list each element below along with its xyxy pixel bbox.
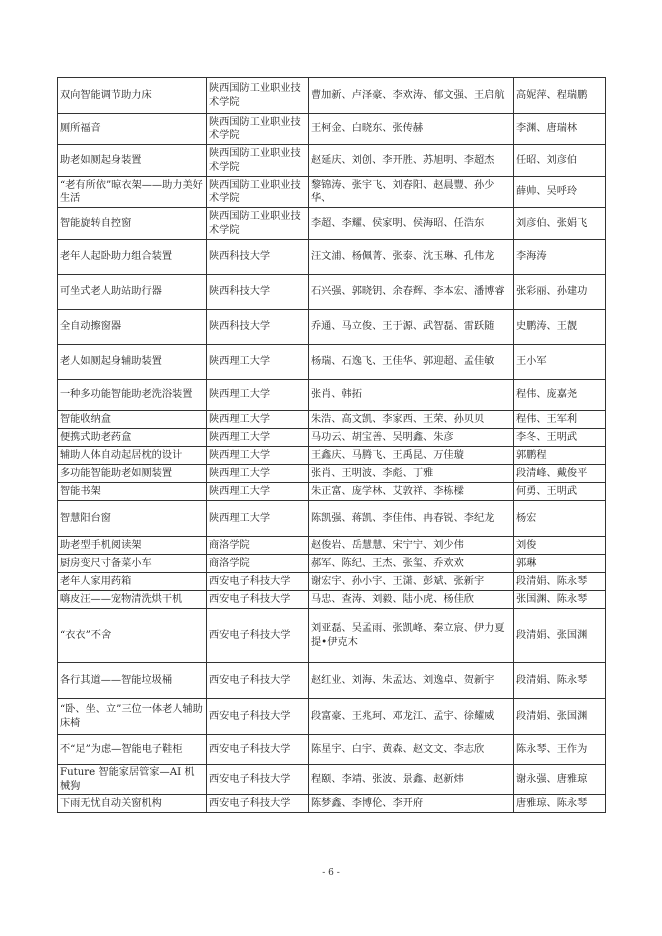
advisors-cell: 刘彦伯、张娟飞	[514, 208, 606, 240]
table-row	[58, 240, 606, 275]
table-row	[58, 429, 606, 447]
project-name-cell: 智能收纳盒	[58, 411, 207, 429]
school-cell: 陕西科技大学	[207, 310, 309, 345]
project-name-cell: 智慧阳台窗	[58, 501, 207, 537]
school-cell: 陕西国防工业职业技术学院	[207, 78, 309, 114]
members-cell: 赵延庆、刘创、李开胜、苏旭明、李超杰	[309, 145, 514, 177]
school-cell: 陕西科技大学	[207, 240, 309, 275]
advisors-cell: 郭鹏程	[514, 447, 606, 465]
school-cell: 西安电子科技大学	[207, 663, 309, 699]
members-cell: 朱浩、高文凯、李家西、王荣、孙贝贝	[309, 411, 514, 429]
advisors-cell: 高妮萍、程瑞鹏	[514, 78, 606, 114]
members-cell: 李超、李耀、侯家明、侯海昭、任浩东	[309, 208, 514, 240]
project-name-cell: 智能旋转自控窗	[58, 208, 207, 240]
advisors-cell: 刘俊	[514, 537, 606, 555]
school-cell: 商洛学院	[207, 537, 309, 555]
advisors-cell: 史鹏涛、王靓	[514, 310, 606, 345]
table-row	[58, 177, 606, 208]
school-cell: 陕西理工大学	[207, 380, 309, 411]
advisors-cell: 薛帅、吴呼玲	[514, 177, 606, 208]
project-name-cell: 厕所福音	[58, 114, 207, 145]
school-cell: 西安电子科技大学	[207, 591, 309, 609]
advisors-cell: 李渊、唐瑞林	[514, 114, 606, 145]
project-name-cell: Future 智能家居管家—AI 机械狗	[58, 765, 207, 795]
project-name-cell: 全自动擦窗器	[58, 310, 207, 345]
members-cell: 赵红业、刘海、朱孟达、刘逸卓、贺新宇	[309, 663, 514, 699]
school-cell: 陕西理工大学	[207, 465, 309, 483]
members-cell: 石兴强、郭晓钥、余春辉、李本宏、潘博睿	[309, 275, 514, 310]
members-cell: 张肖、韩拓	[309, 380, 514, 411]
members-cell: 王鑫庆、马腾飞、王禹昆、万佳璇	[309, 447, 514, 465]
table-row	[58, 537, 606, 555]
advisors-cell: 李冬、王明武	[514, 429, 606, 447]
table-row	[58, 114, 606, 145]
project-name-cell: “衣衣”不舍	[58, 609, 207, 663]
advisors-cell: 郭琳	[514, 555, 606, 573]
members-cell: 程颐、李靖、张波、景鑫、赵新炜	[309, 765, 514, 795]
members-cell: 王柯金、白晓东、张传赫	[309, 114, 514, 145]
members-cell: 谢宏宇、孙小宇、王潇、彭斌、张新宇	[309, 573, 514, 591]
school-cell: 西安电子科技大学	[207, 699, 309, 735]
school-cell: 陕西理工大学	[207, 447, 309, 465]
project-name-cell: 便携式助老药盒	[58, 429, 207, 447]
table-row	[58, 447, 606, 465]
advisors-cell: 杨宏	[514, 501, 606, 537]
school-cell: 陕西科技大学	[207, 275, 309, 310]
table-row	[58, 465, 606, 483]
advisors-cell: 张彩丽、孙建功	[514, 275, 606, 310]
project-name-cell: 助老型手机阅读架	[58, 537, 207, 555]
advisors-cell: 任昭、刘彦伯	[514, 145, 606, 177]
project-name-cell: 一种多功能智能助老洗浴装置	[58, 380, 207, 411]
members-cell: 马忠、查涛、刘毅、陆小虎、杨佳欣	[309, 591, 514, 609]
school-cell: 陕西理工大学	[207, 429, 309, 447]
project-name-cell: 各行其道——智能垃圾桶	[58, 663, 207, 699]
advisors-cell: 谢永强、唐雅琼	[514, 765, 606, 795]
table-row	[58, 208, 606, 240]
project-name-cell: “老有所依”晾衣架——助力美好生活	[58, 177, 207, 208]
advisors-cell: 何勇、王明武	[514, 483, 606, 501]
project-name-cell: 嗨皮汪——宠物清洗烘干机	[58, 591, 207, 609]
project-name-cell: 下雨无忧自动关窗机构	[58, 795, 207, 813]
table-row	[58, 609, 606, 663]
advisors-cell: 段清娟、陈永琴	[514, 573, 606, 591]
table-row	[58, 573, 606, 591]
members-cell: 汪文浦、杨佩菁、张泰、沈玉琳、孔伟龙	[309, 240, 514, 275]
members-cell: 曹加新、卢泽豪、李欢涛、郁文强、王启航	[309, 78, 514, 114]
advisors-cell: 段清娟、张国渊	[514, 609, 606, 663]
members-cell: 张肖、王明波、李彪、丁雅	[309, 465, 514, 483]
project-name-cell: 可坐式老人助站助行器	[58, 275, 207, 310]
table-row	[58, 78, 606, 114]
table-row	[58, 735, 606, 765]
school-cell: 陕西理工大学	[207, 345, 309, 380]
project-name-cell: 双向智能调节助力床	[58, 78, 207, 114]
project-name-cell: 老人如厕起身辅助装置	[58, 345, 207, 380]
project-name-cell: 智能书架	[58, 483, 207, 501]
table-row	[58, 483, 606, 501]
members-cell: 杨瑞、石逸飞、王佳华、郭迎超、孟佳敏	[309, 345, 514, 380]
table-row	[58, 380, 606, 411]
members-cell: 朱正富、庞学林、艾敦祥、李栋樑	[309, 483, 514, 501]
awards-table	[57, 77, 606, 813]
school-cell: 西安电子科技大学	[207, 795, 309, 813]
project-name-cell: “卧、坐、立”三位一体老人辅助床椅	[58, 699, 207, 735]
advisors-cell: 段清娟、陈永琴	[514, 663, 606, 699]
table-row	[58, 663, 606, 699]
members-cell: 陈梦鑫、李博伦、李开府	[309, 795, 514, 813]
members-cell: 段富豪、王兆珂、邓龙江、孟宇、徐耀威	[309, 699, 514, 735]
members-cell: 陈凯强、蒋凯、李佳伟、冉春锐、李纪龙	[309, 501, 514, 537]
advisors-cell: 段清娟、张国渊	[514, 699, 606, 735]
advisors-cell: 张国渊、陈永琴	[514, 591, 606, 609]
members-cell: 马功云、胡宝善、吴明鑫、朱彦	[309, 429, 514, 447]
members-cell: 赵俊岩、岳慧慧、宋宁宁、刘少伟	[309, 537, 514, 555]
project-name-cell: 辅助人体自动起居枕的设计	[58, 447, 207, 465]
members-cell: 郝军、陈纪、王杰、张玺、乔欢欢	[309, 555, 514, 573]
project-name-cell: 助老如厕起身装置	[58, 145, 207, 177]
advisors-cell: 程伟、庞嘉尧	[514, 380, 606, 411]
school-cell: 陕西国防工业职业技术学院	[207, 208, 309, 240]
school-cell: 陕西国防工业职业技术学院	[207, 177, 309, 208]
school-cell: 陕西理工大学	[207, 483, 309, 501]
table-row	[58, 591, 606, 609]
members-cell: 陈星宇、白宇、黄森、赵文文、李志欣	[309, 735, 514, 765]
project-name-cell: 多功能智能助老如厕装置	[58, 465, 207, 483]
school-cell: 西安电子科技大学	[207, 765, 309, 795]
project-name-cell: 不“足”为虑—智能电子鞋柜	[58, 735, 207, 765]
table-row	[58, 310, 606, 345]
advisors-cell: 唐雅琼、陈永琴	[514, 795, 606, 813]
project-name-cell: 老年人家用药箱	[58, 573, 207, 591]
school-cell: 西安电子科技大学	[207, 609, 309, 663]
school-cell: 陕西理工大学	[207, 411, 309, 429]
table-row	[58, 345, 606, 380]
page-number: - 6 -	[322, 868, 340, 878]
table-row	[58, 145, 606, 177]
table-row	[58, 501, 606, 537]
school-cell: 西安电子科技大学	[207, 735, 309, 765]
table-row	[58, 555, 606, 573]
project-name-cell: 老年人起卧助力组合装置	[58, 240, 207, 275]
table-row	[58, 765, 606, 795]
members-cell: 黎锦涛、张宇飞、刘春阳、赵晨豐、孙少华、	[309, 177, 514, 208]
advisors-cell: 陈永琴、王作为	[514, 735, 606, 765]
table-row	[58, 275, 606, 310]
table-row	[58, 795, 606, 813]
advisors-cell: 李海涛	[514, 240, 606, 275]
table-body	[58, 78, 606, 813]
project-name-cell: 厨房变尺寸备菜小车	[58, 555, 207, 573]
school-cell: 商洛学院	[207, 555, 309, 573]
advisors-cell: 段清峰、戴俊平	[514, 465, 606, 483]
school-cell: 陕西国防工业职业技术学院	[207, 145, 309, 177]
table-row	[58, 699, 606, 735]
table-row	[58, 411, 606, 429]
advisors-cell: 王小军	[514, 345, 606, 380]
members-cell: 乔通、马立俊、王于源、武智磊、雷跃随	[309, 310, 514, 345]
members-cell: 刘亚磊、吴孟雨、张凯峰、秦立宸、伊力夏提•伊克木	[309, 609, 514, 663]
advisors-cell: 程伟、王军利	[514, 411, 606, 429]
school-cell: 陕西国防工业职业技术学院	[207, 114, 309, 145]
school-cell: 陕西理工大学	[207, 501, 309, 537]
school-cell: 西安电子科技大学	[207, 573, 309, 591]
